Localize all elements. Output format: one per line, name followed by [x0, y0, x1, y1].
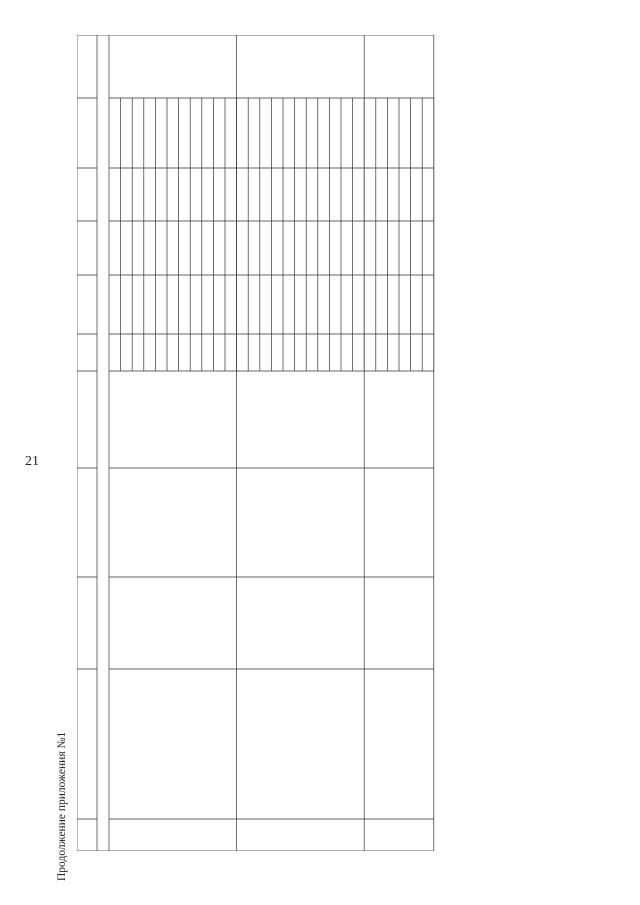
column-number — [79, 373, 97, 466]
percent-cell — [377, 277, 387, 332]
percent-cell — [424, 277, 434, 332]
total-cell — [389, 223, 399, 273]
percent-cell — [250, 277, 260, 332]
year-cell — [412, 336, 422, 369]
column-number — [79, 37, 97, 96]
year-cell — [145, 336, 155, 369]
column-number — [79, 100, 97, 166]
year-cell — [343, 336, 353, 369]
regional-cell — [319, 100, 329, 166]
federal-cell — [424, 170, 434, 219]
block-number — [366, 821, 434, 849]
total-cell — [227, 223, 237, 273]
percent-cell — [169, 277, 179, 332]
total-cell — [134, 223, 144, 273]
year-cell — [192, 336, 202, 369]
federal-cell — [401, 170, 411, 219]
federal-cell — [331, 170, 341, 219]
total-cell — [319, 223, 329, 273]
year-cell — [319, 336, 329, 369]
regional-cell — [157, 100, 167, 166]
regional-cell — [203, 100, 213, 166]
year-cell — [215, 336, 225, 369]
year-cell — [354, 336, 364, 369]
total-cell — [169, 223, 179, 273]
percent-cell — [238, 277, 248, 332]
federal-cell — [285, 170, 295, 219]
regional-cell — [366, 100, 376, 166]
total-cell — [296, 223, 306, 273]
regional-cell — [377, 100, 387, 166]
federal-cell — [122, 170, 132, 219]
total-cell — [203, 223, 213, 273]
block-executor — [238, 579, 364, 667]
column-number — [79, 579, 97, 667]
percent-cell — [285, 277, 295, 332]
regional-cell — [424, 100, 434, 166]
block-executor — [111, 579, 237, 667]
column-number — [79, 821, 97, 849]
total-cell — [354, 223, 364, 273]
regional-cell — [261, 100, 271, 166]
block-indicator — [111, 470, 237, 575]
year-cell — [366, 336, 376, 369]
year-cell — [250, 336, 260, 369]
total-cell — [343, 223, 353, 273]
column-number — [79, 336, 97, 369]
percent-cell — [227, 277, 237, 332]
percent-cell — [331, 277, 341, 332]
block-name — [111, 671, 237, 817]
total-cell — [145, 223, 155, 273]
year-cell — [285, 336, 295, 369]
regional-cell — [296, 100, 306, 166]
federal-cell — [412, 170, 422, 219]
percent-cell — [111, 277, 121, 332]
block-name — [366, 671, 434, 817]
total-cell — [412, 223, 422, 273]
regional-cell — [273, 100, 283, 166]
total-cell — [122, 223, 132, 273]
year-cell — [134, 336, 144, 369]
total-cell — [238, 223, 248, 273]
total-cell — [285, 223, 295, 273]
total-cell — [308, 223, 318, 273]
block-unit — [238, 373, 364, 466]
percent-cell — [273, 277, 283, 332]
percent-cell — [215, 277, 225, 332]
federal-cell — [366, 170, 376, 219]
year-cell — [111, 336, 121, 369]
year-cell — [377, 336, 387, 369]
regional-cell — [412, 100, 422, 166]
regional-cell — [389, 100, 399, 166]
total-cell — [331, 223, 341, 273]
federal-cell — [145, 170, 155, 219]
regional-cell — [122, 100, 132, 166]
regional-cell — [331, 100, 341, 166]
federal-cell — [319, 170, 329, 219]
total-cell — [111, 223, 121, 273]
total-cell — [424, 223, 434, 273]
regional-cell — [180, 100, 190, 166]
federal-cell — [134, 170, 144, 219]
column-number — [79, 671, 97, 817]
percent-cell — [134, 277, 144, 332]
block-executor — [366, 579, 434, 667]
regional-cell — [134, 100, 144, 166]
percent-cell — [389, 277, 399, 332]
federal-cell — [296, 170, 306, 219]
year-cell — [273, 336, 283, 369]
percent-cell — [296, 277, 306, 332]
block-number — [238, 821, 364, 849]
total-cell — [215, 223, 225, 273]
total-cell — [366, 223, 376, 273]
year-cell — [389, 336, 399, 369]
federal-cell — [203, 170, 213, 219]
total-cell — [192, 223, 202, 273]
federal-cell — [250, 170, 260, 219]
percent-cell — [319, 277, 329, 332]
percent-cell — [366, 277, 376, 332]
federal-cell — [273, 170, 283, 219]
column-number — [79, 170, 97, 219]
year-cell — [424, 336, 434, 369]
year-cell — [401, 336, 411, 369]
year-cell — [308, 336, 318, 369]
total-cell — [273, 223, 283, 273]
page-number: 21 — [25, 454, 39, 469]
column-number — [79, 223, 97, 273]
percent-cell — [122, 277, 132, 332]
regional-cell — [401, 100, 411, 166]
regional-cell — [145, 100, 155, 166]
block-indicator — [238, 470, 364, 575]
federal-cell — [308, 170, 318, 219]
year-cell — [296, 336, 306, 369]
year-cell — [331, 336, 341, 369]
federal-cell — [169, 170, 179, 219]
percent-cell — [401, 277, 411, 332]
federal-cell — [227, 170, 237, 219]
block-unit — [366, 373, 434, 466]
federal-cell — [215, 170, 225, 219]
regional-cell — [215, 100, 225, 166]
block-indicator — [366, 470, 434, 575]
percent-cell — [157, 277, 167, 332]
regional-cell — [285, 100, 295, 166]
regional-cell — [250, 100, 260, 166]
regional-cell — [192, 100, 202, 166]
regional-cell — [343, 100, 353, 166]
percent-cell — [192, 277, 202, 332]
regional-cell — [238, 100, 248, 166]
total-cell — [401, 223, 411, 273]
block-unit — [111, 373, 237, 466]
total-cell — [261, 223, 271, 273]
column-number — [79, 470, 97, 575]
federal-cell — [238, 170, 248, 219]
year-cell — [238, 336, 248, 369]
percent-cell — [180, 277, 190, 332]
percent-cell — [354, 277, 364, 332]
block-number — [111, 821, 237, 849]
subtitle: Продолжение приложения №1 — [56, 731, 68, 881]
percent-cell — [412, 277, 422, 332]
regional-cell — [169, 100, 179, 166]
year-cell — [203, 336, 213, 369]
regional-cell — [111, 100, 121, 166]
regional-cell — [227, 100, 237, 166]
percent-cell — [261, 277, 271, 332]
federal-cell — [343, 170, 353, 219]
regional-cell — [354, 100, 364, 166]
federal-cell — [389, 170, 399, 219]
federal-cell — [261, 170, 271, 219]
federal-cell — [111, 170, 121, 219]
federal-cell — [377, 170, 387, 219]
section-title — [99, 37, 109, 849]
federal-cell — [192, 170, 202, 219]
year-cell — [157, 336, 167, 369]
total-cell — [157, 223, 167, 273]
percent-cell — [343, 277, 353, 332]
block-name — [238, 671, 364, 817]
federal-cell — [354, 170, 364, 219]
column-number — [79, 277, 97, 332]
total-cell — [180, 223, 190, 273]
total-cell — [377, 223, 387, 273]
federal-cell — [157, 170, 167, 219]
year-cell — [169, 336, 179, 369]
federal-cell — [180, 170, 190, 219]
percent-cell — [145, 277, 155, 332]
regional-cell — [308, 100, 318, 166]
year-cell — [122, 336, 132, 369]
rotated-table — [56, 35, 581, 881]
year-cell — [261, 336, 271, 369]
percent-cell — [308, 277, 318, 332]
percent-cell — [203, 277, 213, 332]
total-cell — [250, 223, 260, 273]
year-cell — [180, 336, 190, 369]
year-cell — [227, 336, 237, 369]
